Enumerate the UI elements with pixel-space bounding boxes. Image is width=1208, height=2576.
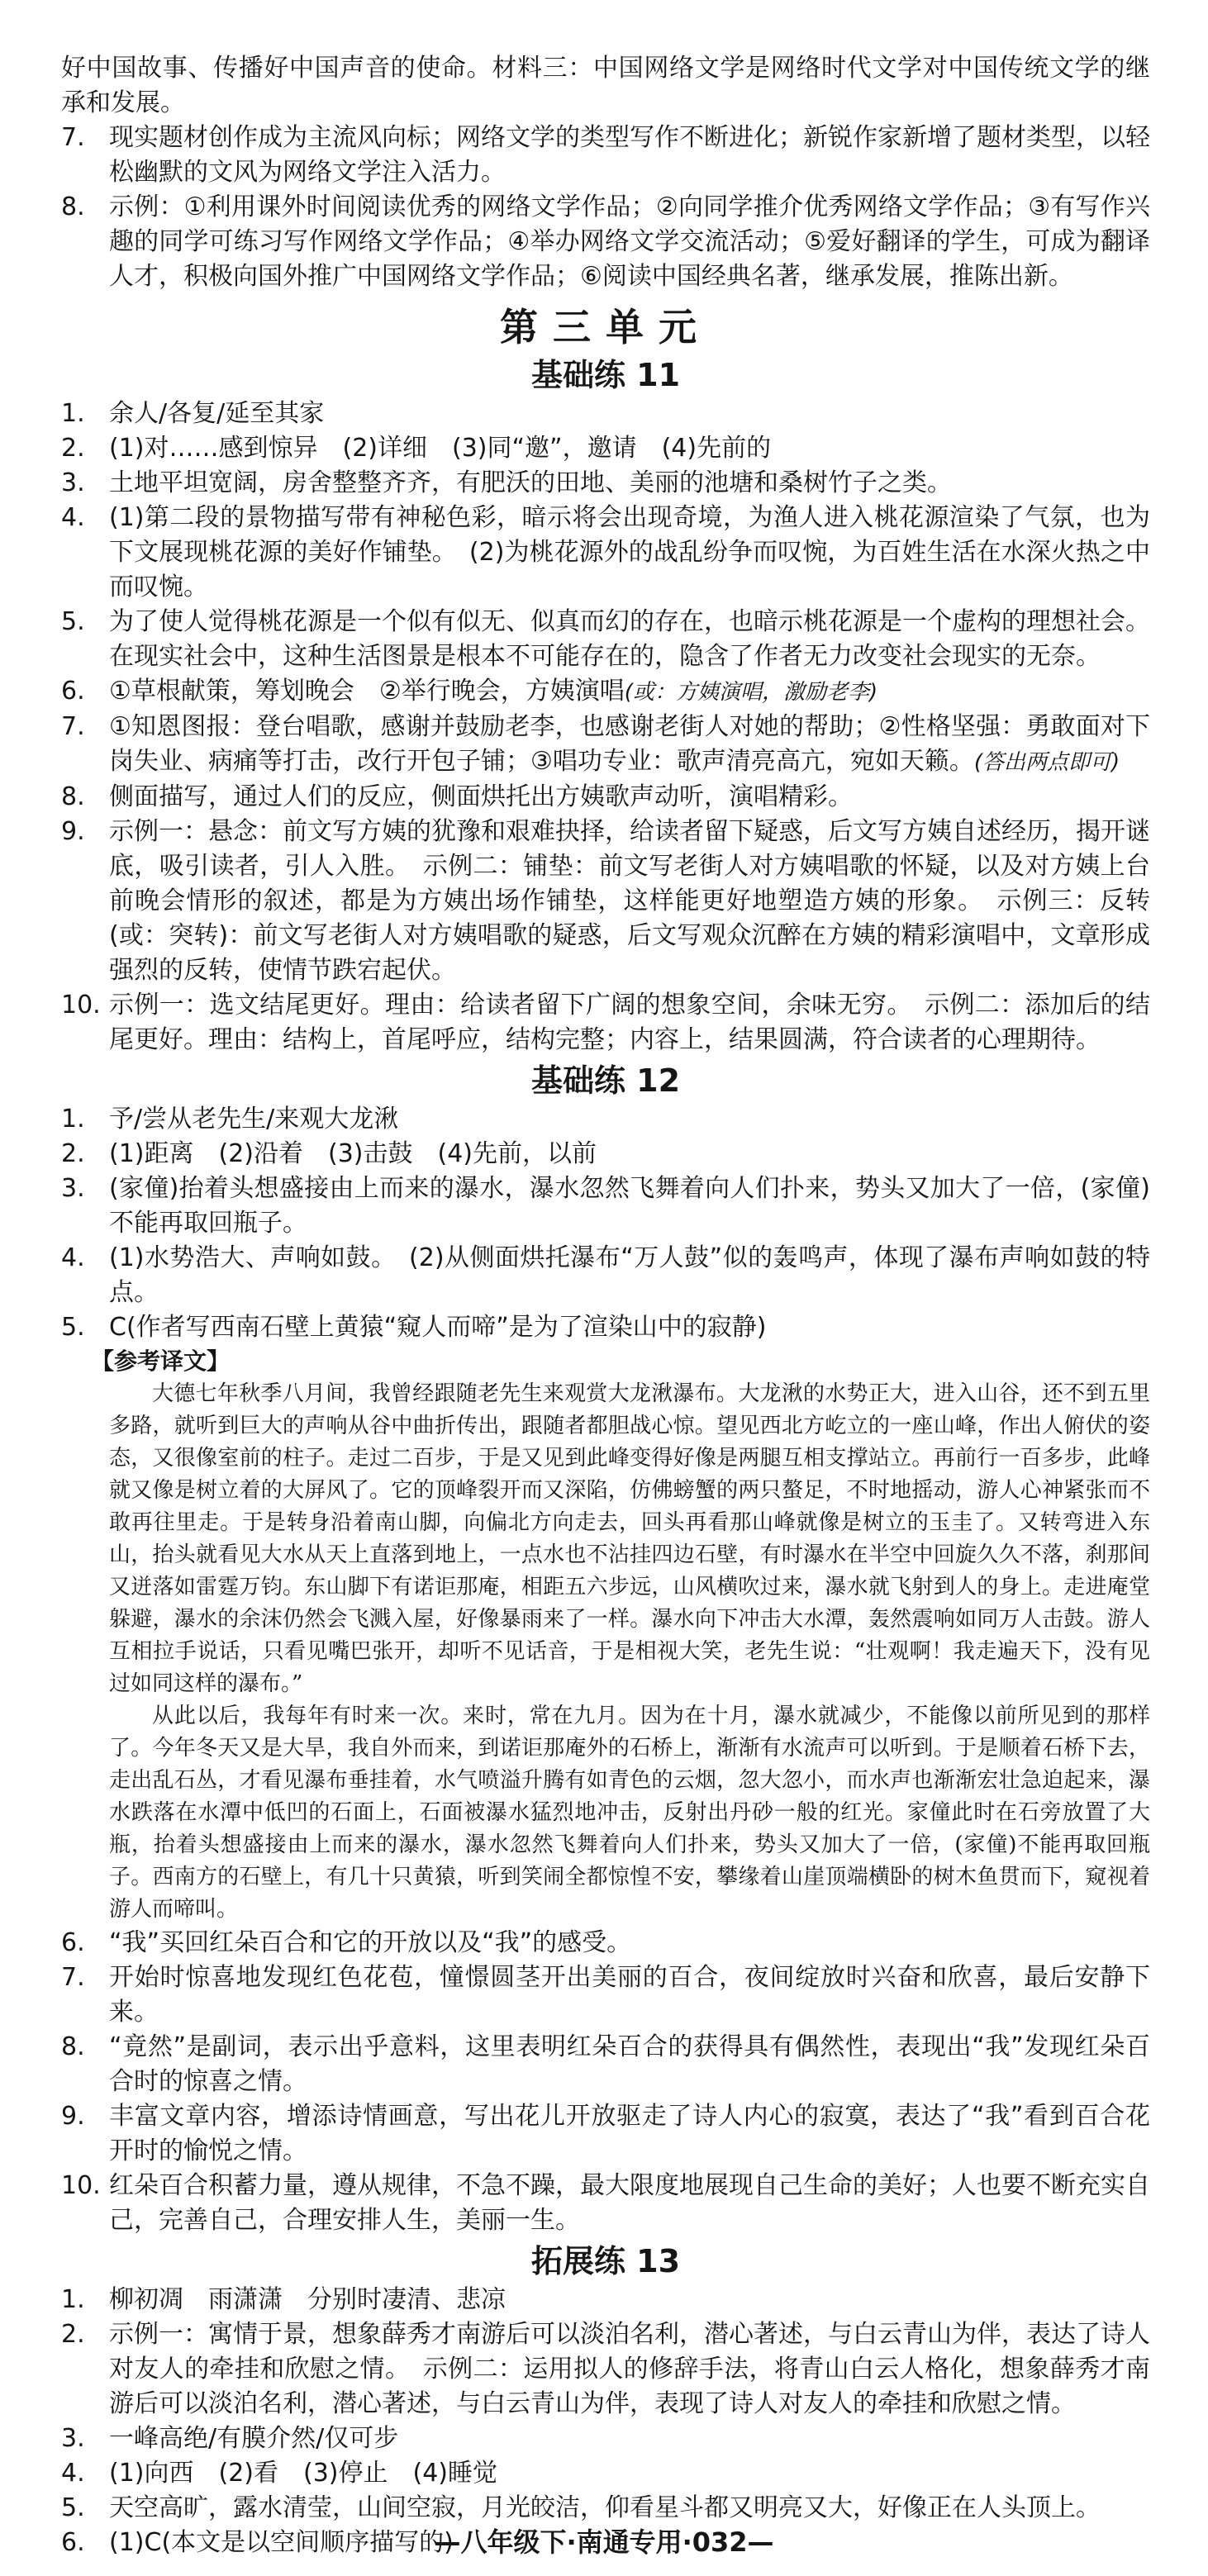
- answer-item: [61, 2099, 1150, 2169]
- answer-text: ①草根献策，筹划晚会 ②举行晚会，方姨演唱: [109, 677, 625, 706]
- answer-number: 1.: [61, 2285, 85, 2314]
- section-11-answers: [61, 397, 1150, 1057]
- answer-number: 4.: [61, 2459, 85, 2488]
- answer-number: 5.: [61, 607, 85, 636]
- answer-text: 余人/各复/延至其家: [109, 399, 325, 428]
- answer-text: (1)水势浩大、声响如鼓。 (2)从侧面烘托瀑布“万人鼓”似的轰鸣声，体现了瀑布声响如鼓的特点。: [109, 1243, 1150, 1307]
- answer-number: 3.: [61, 1174, 85, 1203]
- answer-item: [61, 466, 1150, 501]
- answer-item: [61, 710, 1150, 780]
- answer-item: [61, 2317, 1150, 2422]
- answer-item: [61, 1137, 1150, 1172]
- answer-text: ①知恩图报：登台唱歌，感谢并鼓励老李，也感谢老街人对她的帮助；②性格坚强：勇敢面对下岗失业、病痛等打击，改行开包子铺；③唱功专业：歌声清亮高亢，宛如天籁。: [109, 712, 1150, 776]
- answer-item: [61, 431, 1150, 466]
- answer-text: 示例：①利用课外时间阅读优秀的网络文学作品；②向同学推介优秀网络文学作品；③有写作兴趣的同学可练习写作网络文学作品；④举办网络文学交流活动；⑤爱好翻译的学生，可成为翻译人才，积极向国外推广中国网络文学作品；⑥阅读中国经典名著，继承发展，推陈出新。: [109, 192, 1150, 291]
- answer-number: 1.: [61, 399, 85, 428]
- answer-text: 天空高旷，露水清莹，山间空寂，月光皎洁，仰看星斗都又明亮又大，好像正在人头顶上。: [109, 2493, 1101, 2522]
- answer-number: 7.: [61, 712, 85, 741]
- answer-item: [61, 190, 1150, 294]
- answer-text: 示例一：选文结尾更好。理由：给读者留下广阔的想象空间，余味无穷。 示例二：添加后的结尾更好。理由：结构上，首尾呼应，结构完整；内容上，结果圆满，符合读者的心理期待。: [109, 991, 1150, 1054]
- answer-number: 5.: [61, 1313, 85, 1342]
- answer-text: 示例一：寓情于景，想象薛秀才南游后可以淡泊名利，潜心著述，与白云青山为伴，表达了诗人对友人的牵挂和欣慰之情。 示例二：运用拟人的修辞手法，将青山白云人格化，想象薛秀才南游后可以淡泊名利，潜心著述，与白云青山为伴，表现了诗人对友人的牵挂和欣慰之情。: [109, 2320, 1150, 2418]
- answer-number: 4.: [61, 503, 85, 532]
- answer-item: [61, 815, 1150, 988]
- section-title-11: 基础练 11: [530, 357, 681, 393]
- top-answers: [61, 51, 1150, 294]
- answer-text: (1)距离 (2)沿着 (3)击鼓 (4)先前，以前: [109, 1139, 597, 1168]
- answer-number: 9.: [61, 817, 85, 846]
- answer-text: 土地平坦宽阔，房舍整整齐齐，有肥沃的田地、美丽的池塘和桑树竹子之类。: [109, 468, 952, 497]
- answer-item: [61, 121, 1150, 190]
- answer-number: 1.: [61, 1105, 85, 1134]
- section-title-12: 基础练 12: [530, 1062, 681, 1099]
- answer-number: 2.: [61, 434, 85, 463]
- answer-number: 6.: [61, 677, 85, 706]
- answer-item: [61, 1102, 1150, 1137]
- answer-text: 为了使人觉得桃花源是一个似有似无、似真而幻的存在，也暗示桃花源是一个虚构的理想社会。在现实社会中，这种生活图景是根本不可能存在的，隐含了作者无力改变社会现实的无奈。: [109, 607, 1150, 671]
- answer-item: [61, 1172, 1150, 1241]
- answer-item: [61, 1241, 1150, 1310]
- unit-title: 第三单元: [500, 305, 711, 349]
- answer-number: 5.: [61, 2493, 85, 2522]
- answer-text: 一峰高绝/有膜介然/仅可步: [109, 2424, 399, 2453]
- answer-item: [61, 1926, 1150, 1961]
- answer-number: 7.: [61, 123, 85, 152]
- answer-item: [61, 397, 1150, 431]
- answer-number: 3.: [61, 468, 85, 497]
- answer-text: (家僮)抬着头想盛接由上而来的瀑水，瀑水忽然飞舞着向人们扑来，势头又加大了一倍，(家僮)不能再取回瓶子。: [109, 1174, 1150, 1238]
- answer-item: [61, 1310, 1150, 1345]
- answer-text: 示例一：悬念：前文写方姨的犹豫和艰难抉择，给读者留下疑惑，后文写方姨自述经历，揭开谜底，吸引读者，引人入胜。 示例二：铺垫：前文写老街人对方姨唱歌的怀疑，以及对方姨上台前晚会情形的叙述，都是为方姨出场作铺垫，这样能更好地塑造方姨的形象。 示例三：反转(或：突转)：前文写老街人对方姨唱歌的疑惑，后文写观众沉醉在方姨的精彩演唱中，文章形成强烈的反转，使情节跌宕起伏。: [109, 817, 1150, 985]
- answer-number: 10.: [61, 991, 101, 1019]
- answer-number: 8.: [61, 192, 85, 221]
- answer-text: (1)C(本文是以空间顺序描写的): [109, 2528, 454, 2557]
- answer-item: [61, 780, 1150, 815]
- answer-item: [61, 1961, 1150, 2030]
- answer-item: [61, 674, 1150, 710]
- answer-content: [61, 51, 1150, 2560]
- answer-item: [61, 2491, 1150, 2526]
- answer-text: “我”买回红朵百合和它的开放以及“我”的感受。: [109, 1928, 632, 1957]
- answer-item: [61, 605, 1150, 674]
- answer-text: (1)向西 (2)看 (3)停止 (4)睡觉: [109, 2459, 497, 2488]
- answer-number: 7.: [61, 1963, 85, 1992]
- answer-number: 8.: [61, 2032, 85, 2061]
- answer-text: C(作者写西南石壁上黄猿“窥人而啼”是为了渲染山中的寂静): [109, 1313, 767, 1342]
- answer-item: [61, 2283, 1150, 2317]
- answer-number: 8.: [61, 782, 85, 811]
- reference-translation-title: 【参考译文】: [91, 1347, 231, 1375]
- answer-number: 2.: [61, 1139, 85, 1168]
- answer-item: [61, 2169, 1150, 2238]
- answer-item: [61, 988, 1150, 1057]
- section-13-answers: [61, 2283, 1150, 2560]
- answer-note: (答出两点即可): [973, 750, 1120, 775]
- answer-number: 3.: [61, 2424, 85, 2453]
- answer-number: 10.: [61, 2171, 101, 2200]
- answer-item: [61, 2456, 1150, 2491]
- answer-item: [61, 2030, 1150, 2099]
- answer-text: (1)第二段的景物描写带有神秘色彩，暗示将会出现奇境，为渔人进入桃花源渲染了气氛，也为下文展现桃花源的美好作铺垫。 (2)为桃花源外的战乱纷争而叹惋，为百姓生活在水深火热之中而叹惋。: [109, 503, 1150, 601]
- answer-number: 6.: [61, 2528, 85, 2557]
- answer-text: 现实题材创作成为主流风向标；网络文学的类型写作不断进化；新锐作家新增了题材类型，以轻松幽默的文风为网络文学注入活力。: [109, 123, 1150, 187]
- answer-item: [61, 51, 1150, 121]
- section-title-13: 拓展练 13: [530, 2243, 681, 2279]
- answer-text: 柳初凋 雨潇潇 分别时凄清、悲凉: [109, 2285, 506, 2314]
- translation-paragraph: 大德七年秋季八月间，我曾经跟随老先生来观赏大龙湫瀑布。大龙湫的水势正大，进入山谷，还不到五里多路，就听到巨大的声响从谷中曲折传出，跟随者都胆战心惊。望见西北方屹立的一座山峰，作出人俯伏的姿态，又很像室前的柱子。走过二百步，于是又见到此峰变得好像是两腿互相支撑站立。再前行一百多步，此峰就又像是树立着的大屏风了。它的顶峰裂开而又深陷，仿佛螃蟹的两只螯足，不时地摇动，游人心神紧张而不敢再往里走。于是转身沿着南山脚，向偏北方向走去，回头再看那山峰就像是树立的玉圭了。又转弯进入东山，抬头就看见大水从天上直落到地上，一点水也不沾挂四边石壁，有时瀑水在半空中回旋久久不落，刹那间又迸落如雷霆万钧。东山脚下有诺讵那庵，相距五六步远，山风横吹过来，瀑水就飞射到人的身上。走进庵堂躲避，瀑水的余沫仍然会飞溅入屋，好像暴雨来了一样。瀑水向下冲击大水潭，轰然震响如同万人击鼓。游人互相拉手说话，只看见嘴巴张开，却听不见话音，于是相视大笑，老先生说：“壮观啊！我走遍天下，没有见过如同这样的瀑布。”: [109, 1381, 1150, 1696]
- answer-text: 丰富文章内容，增添诗情画意，写出花儿开放驱走了诗人内心的寂寞，表达了“我”看到百合花开时的愉悦之情。: [109, 2102, 1150, 2165]
- answer-text: 侧面描写，通过人们的反应，侧面烘托出方姨歌声动听，演唱精彩。: [109, 782, 853, 811]
- answer-text: 开始时惊喜地发现红色花苞，憧憬圆茎开出美丽的百合，夜间绽放时兴奋和欣喜，最后安静下来。: [109, 1963, 1150, 2027]
- answer-item: [61, 2422, 1150, 2456]
- section-12-answers: [61, 1102, 1150, 1345]
- translation-paragraph: 从此以后，我每年有时来一次。来时，常在九月。因为在十月，瀑水就减少，不能像以前所见到的那样了。今年冬天又是大旱，我自外而来，到诺讵那庵外的石桥上，渐渐有水流声可以听到。于是顺着石桥下去，走出乱石丛，才看见瀑布垂挂着，水气喷溢升腾有如青色的云烟，忽大忽小，而水声也渐渐宏壮急迫起来，瀑水跌落在水潭中低凹的石面上，石面被瀑水猛烈地冲击，反射出丹砂一般的红光。家僮此时在石旁放置了大瓶，抬着头想盛接由上而来的瀑水，瀑水忽然飞舞着向人们扑来，势头又加大了一倍，(家僮)不能再取回瓶子。西南方的石壁上，有几十只黄猿，听到笑闹全都惊惶不安，攀缘着山崖顶端横卧的树木鱼贯而下，窥视着游人而啼叫。: [109, 1704, 1150, 1922]
- answer-number: 6.: [61, 1928, 85, 1957]
- answer-number: 4.: [61, 1243, 85, 1272]
- answer-text: 好中国故事、传播好中国声音的使命。材料三：中国网络文学是网络时代文学对中国传统文学的继承和发展。: [61, 54, 1150, 117]
- answer-number: 2.: [61, 2320, 85, 2349]
- section-12-answers-cont: [61, 1926, 1150, 2238]
- answer-item: [61, 501, 1150, 605]
- page-footer: —八年级下·南通专用·032—: [434, 2526, 774, 2558]
- answer-number: 9.: [61, 2102, 85, 2131]
- answer-note: (或：方姨演唱，激励老李): [624, 680, 878, 705]
- answer-text: “竟然”是副词，表示出乎意料，这里表明红朵百合的获得具有偶然性，表现出“我”发现红朵百合时的惊喜之情。: [109, 2032, 1150, 2096]
- answer-text: 红朵百合积蓄力量，遵从规律，不急不躁，最大限度地展现自己生命的美好；人也要不断充实自己，完善自己，合理安排人生，美丽一生。: [109, 2171, 1150, 2235]
- answer-text: 予/尝从老先生/来观大龙湫: [109, 1105, 399, 1134]
- answer-text: (1)对……感到惊异 (2)详细 (3)同“邀”，邀请 (4)先前的: [109, 434, 772, 463]
